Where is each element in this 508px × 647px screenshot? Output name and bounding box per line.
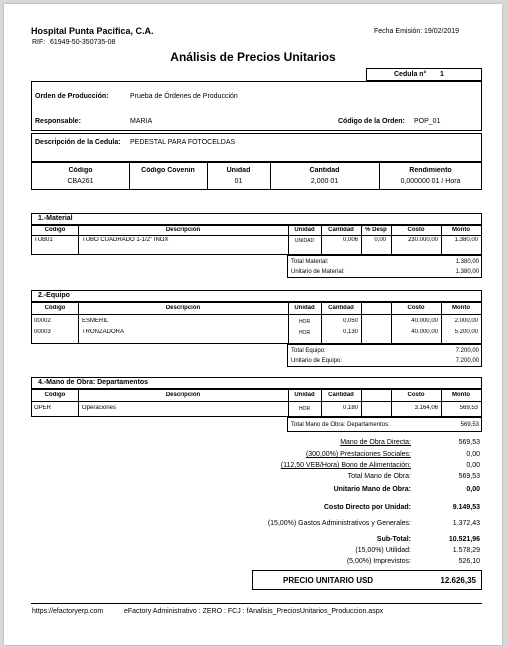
report-page	[4, 4, 502, 645]
equipo-table	[31, 302, 482, 344]
rif-label: RIF:	[32, 39, 46, 46]
equipo-header-cantidad: Cantidad	[328, 305, 354, 311]
material-unit-label: Unitario de Material:	[291, 269, 345, 275]
table-row-cantidad: 0,050	[342, 318, 358, 324]
material-header-unidad: Unidad	[294, 227, 315, 233]
table-row-cantidad: 0,180	[342, 405, 358, 411]
summary-header-cantidad: Cantidad	[309, 167, 340, 174]
total-mano-obra-label: Total Mano de Obra:	[347, 473, 411, 480]
equipo-header-monto: Monto	[452, 305, 470, 311]
equipo-unit-value: 7.200,00	[455, 358, 479, 364]
cedula-value: 1	[440, 71, 444, 78]
descripcion-box	[31, 133, 482, 162]
material-row-monto: 1.380,00	[454, 237, 478, 243]
mano-obra-total-value: 569,53	[460, 422, 479, 428]
unitario-mano-obra-label: Unitario Mano de Obra:	[333, 486, 411, 493]
table-row-monto: 569,53	[459, 405, 478, 411]
precio-unitario-label: PRECIO UNITARIO USD	[283, 576, 374, 585]
codigo-orden-label: Código de la Orden:	[338, 118, 405, 125]
footer-url[interactable]: https://efactoryerp.com	[32, 608, 104, 615]
mano-obra-total-label: Total Mano de Obra: Departamentos:	[291, 422, 390, 428]
mano-obra-header-cantidad: Cantidad	[328, 392, 354, 398]
mano-obra-title: 4.-Mano de Obra: Departamentos	[38, 379, 149, 386]
emission-date: 19/02/2019	[424, 28, 460, 35]
mano-obra-header-descripcion: Descripción	[165, 392, 201, 398]
unitario-mano-obra-value: 0,00	[466, 486, 480, 493]
subtotal-value: 10.521,96	[448, 536, 480, 543]
descripcion-label: Descripción de la Cedula:	[35, 139, 121, 146]
rif-value: 61949-50-350735-08	[50, 39, 116, 46]
utilidad-value: 1.578,29	[452, 547, 480, 554]
total-prestaciones-label: (300,00%) Prestaciones Sociales:	[305, 451, 411, 458]
summary-header-codigo: Código	[68, 167, 93, 174]
equipo-header-descripcion: Descripción	[165, 305, 201, 311]
table-row-monto: 2.000,00	[454, 318, 478, 324]
table-row-codigo: OPER	[34, 405, 52, 411]
responsable-label: Responsable:	[35, 118, 81, 125]
summary-box	[31, 162, 482, 190]
total-prestaciones-value: 0,00	[466, 451, 480, 458]
imprevistos-label: (5,00%) Imprevistos:	[346, 558, 411, 565]
summary-unidad: 01	[234, 178, 243, 185]
mano-obra-header-unidad: Unidad	[294, 392, 315, 398]
total-mano-obra-directa-label: Mano de Obra Directa:	[340, 439, 411, 446]
summary-header-rendimiento: Rendimiento	[409, 167, 452, 174]
equipo-section-title-bar	[31, 290, 482, 302]
equipo-total-value: 7.200,00	[455, 348, 479, 354]
imprevistos-value: 526,10	[458, 558, 480, 565]
order-box	[31, 81, 482, 131]
equipo-header-unidad: Unidad	[294, 305, 315, 311]
table-row-descripcion: ESMERIL	[82, 318, 109, 324]
table-row-costo: 3.164,06	[414, 405, 438, 411]
subtotal-label: Sub-Total:	[376, 536, 411, 543]
material-totals-box	[287, 255, 482, 278]
material-header-cantidad: Cantidad	[328, 227, 354, 233]
summary-rendimiento: 0,000000 01 / Hora	[400, 178, 461, 185]
total-bono-value: 0,00	[466, 462, 480, 469]
material-header-costo: Costo	[407, 227, 425, 233]
material-row-costo: 230.000,00	[407, 237, 438, 243]
equipo-total-label: Total Equipo:	[291, 348, 326, 354]
material-row-unidad: UNIDAD	[294, 238, 315, 244]
table-row-descripcion: Operaciones	[82, 405, 117, 411]
material-total-value: 1.380,00	[455, 259, 479, 265]
orden-value: Prueba de Órdenes de Producción	[130, 93, 238, 100]
codigo-orden-value: POP_01	[414, 118, 441, 125]
mano-obra-header-costo: Costo	[407, 392, 425, 398]
gastos-admin-value: 1.372,43	[452, 520, 480, 527]
report-title: Análisis de Precios Unitarios	[170, 50, 336, 64]
orden-label: Orden de Producción:	[35, 93, 109, 100]
equipo-totals-box	[287, 344, 482, 367]
material-row-cantidad: 0,006	[342, 237, 358, 243]
mano-obra-table	[31, 389, 482, 417]
costo-directo-value: 9.149,53	[452, 504, 480, 511]
equipo-header-codigo: Código	[44, 305, 66, 311]
material-header-desp: % Desp	[365, 227, 387, 233]
table-row-monto: 5.200,00	[454, 329, 478, 335]
mano-obra-header-monto: Monto	[452, 392, 470, 398]
table-row-unidad: HOR	[298, 406, 311, 412]
material-unit-value: 1.380,00	[455, 269, 479, 275]
material-row-desp: 0,00	[374, 237, 386, 243]
company-name: Hospital Punta Pacifica, C.A.	[31, 26, 154, 36]
responsable-value: MARIA	[130, 118, 153, 125]
gastos-admin-label: (15,00%) Gastos Administrativos y Generales:	[267, 520, 411, 527]
material-row-descripcion: TUBO CUADRADO 1-1/2" INOX	[82, 237, 169, 243]
table-row-unidad: HOR	[298, 330, 311, 336]
equipo-title: 2.-Equipo	[38, 292, 70, 299]
material-header-codigo: Código	[44, 227, 66, 233]
total-mano-obra-directa-value: 569,53	[458, 439, 480, 446]
material-header-descripcion: Descripción	[165, 227, 201, 233]
equipo-unit-label: Unitario de Equipo:	[291, 358, 343, 364]
summary-codigo: CBA261	[67, 178, 94, 185]
footer-info: eFactory Administrativo : ZERO : FCJ : fAnalisis_PreciosUnitarios_Produccion.aspx	[124, 608, 384, 615]
cedula-box	[366, 68, 482, 81]
descripcion-value: PEDESTAL PARA FOTOCELDAS	[130, 139, 236, 146]
material-row-codigo: TUB01	[34, 237, 53, 243]
table-row-costo: 40.000,00	[411, 329, 438, 335]
total-bono-label: (112,50 VEB/Hora) Bono de Alimentación:	[280, 462, 411, 469]
equipo-header-costo: Costo	[407, 305, 425, 311]
utilidad-label: (15,00%) Utilidad:	[355, 547, 411, 554]
material-section-title-bar	[31, 213, 482, 225]
summary-header-unidad: Unidad	[226, 167, 251, 174]
emission-label: Fecha Emisión:	[374, 28, 423, 35]
material-header-monto: Monto	[452, 227, 470, 233]
table-row-codigo: 00002	[34, 318, 51, 324]
mano-obra-header-codigo: Código	[44, 392, 66, 398]
table-row-costo: 40.000,00	[411, 318, 438, 324]
costo-directo-label: Costo Directo por Unidad:	[323, 504, 411, 511]
table-row-cantidad: 0,130	[342, 329, 358, 335]
mano-obra-totals-box	[287, 417, 482, 432]
material-title: 1.-Material	[38, 215, 73, 222]
table-row-unidad: HOR	[298, 319, 311, 325]
mano-obra-section-title-bar	[31, 377, 482, 389]
footer-divider	[31, 603, 482, 604]
table-row-descripcion: TRONZADORA	[82, 329, 124, 335]
material-table	[31, 225, 482, 255]
material-total-label: Total Material:	[291, 259, 329, 265]
precio-unitario-value: 12.626,35	[440, 576, 476, 585]
total-mano-obra-value: 569,53	[458, 473, 480, 480]
precio-unitario-box	[252, 570, 482, 590]
cedula-label: Cedula n°	[394, 71, 427, 78]
summary-header-covenin: Código Covenin	[141, 167, 195, 174]
table-row-codigo: 00003	[34, 329, 51, 335]
summary-cantidad: 2,000 01	[310, 178, 339, 185]
